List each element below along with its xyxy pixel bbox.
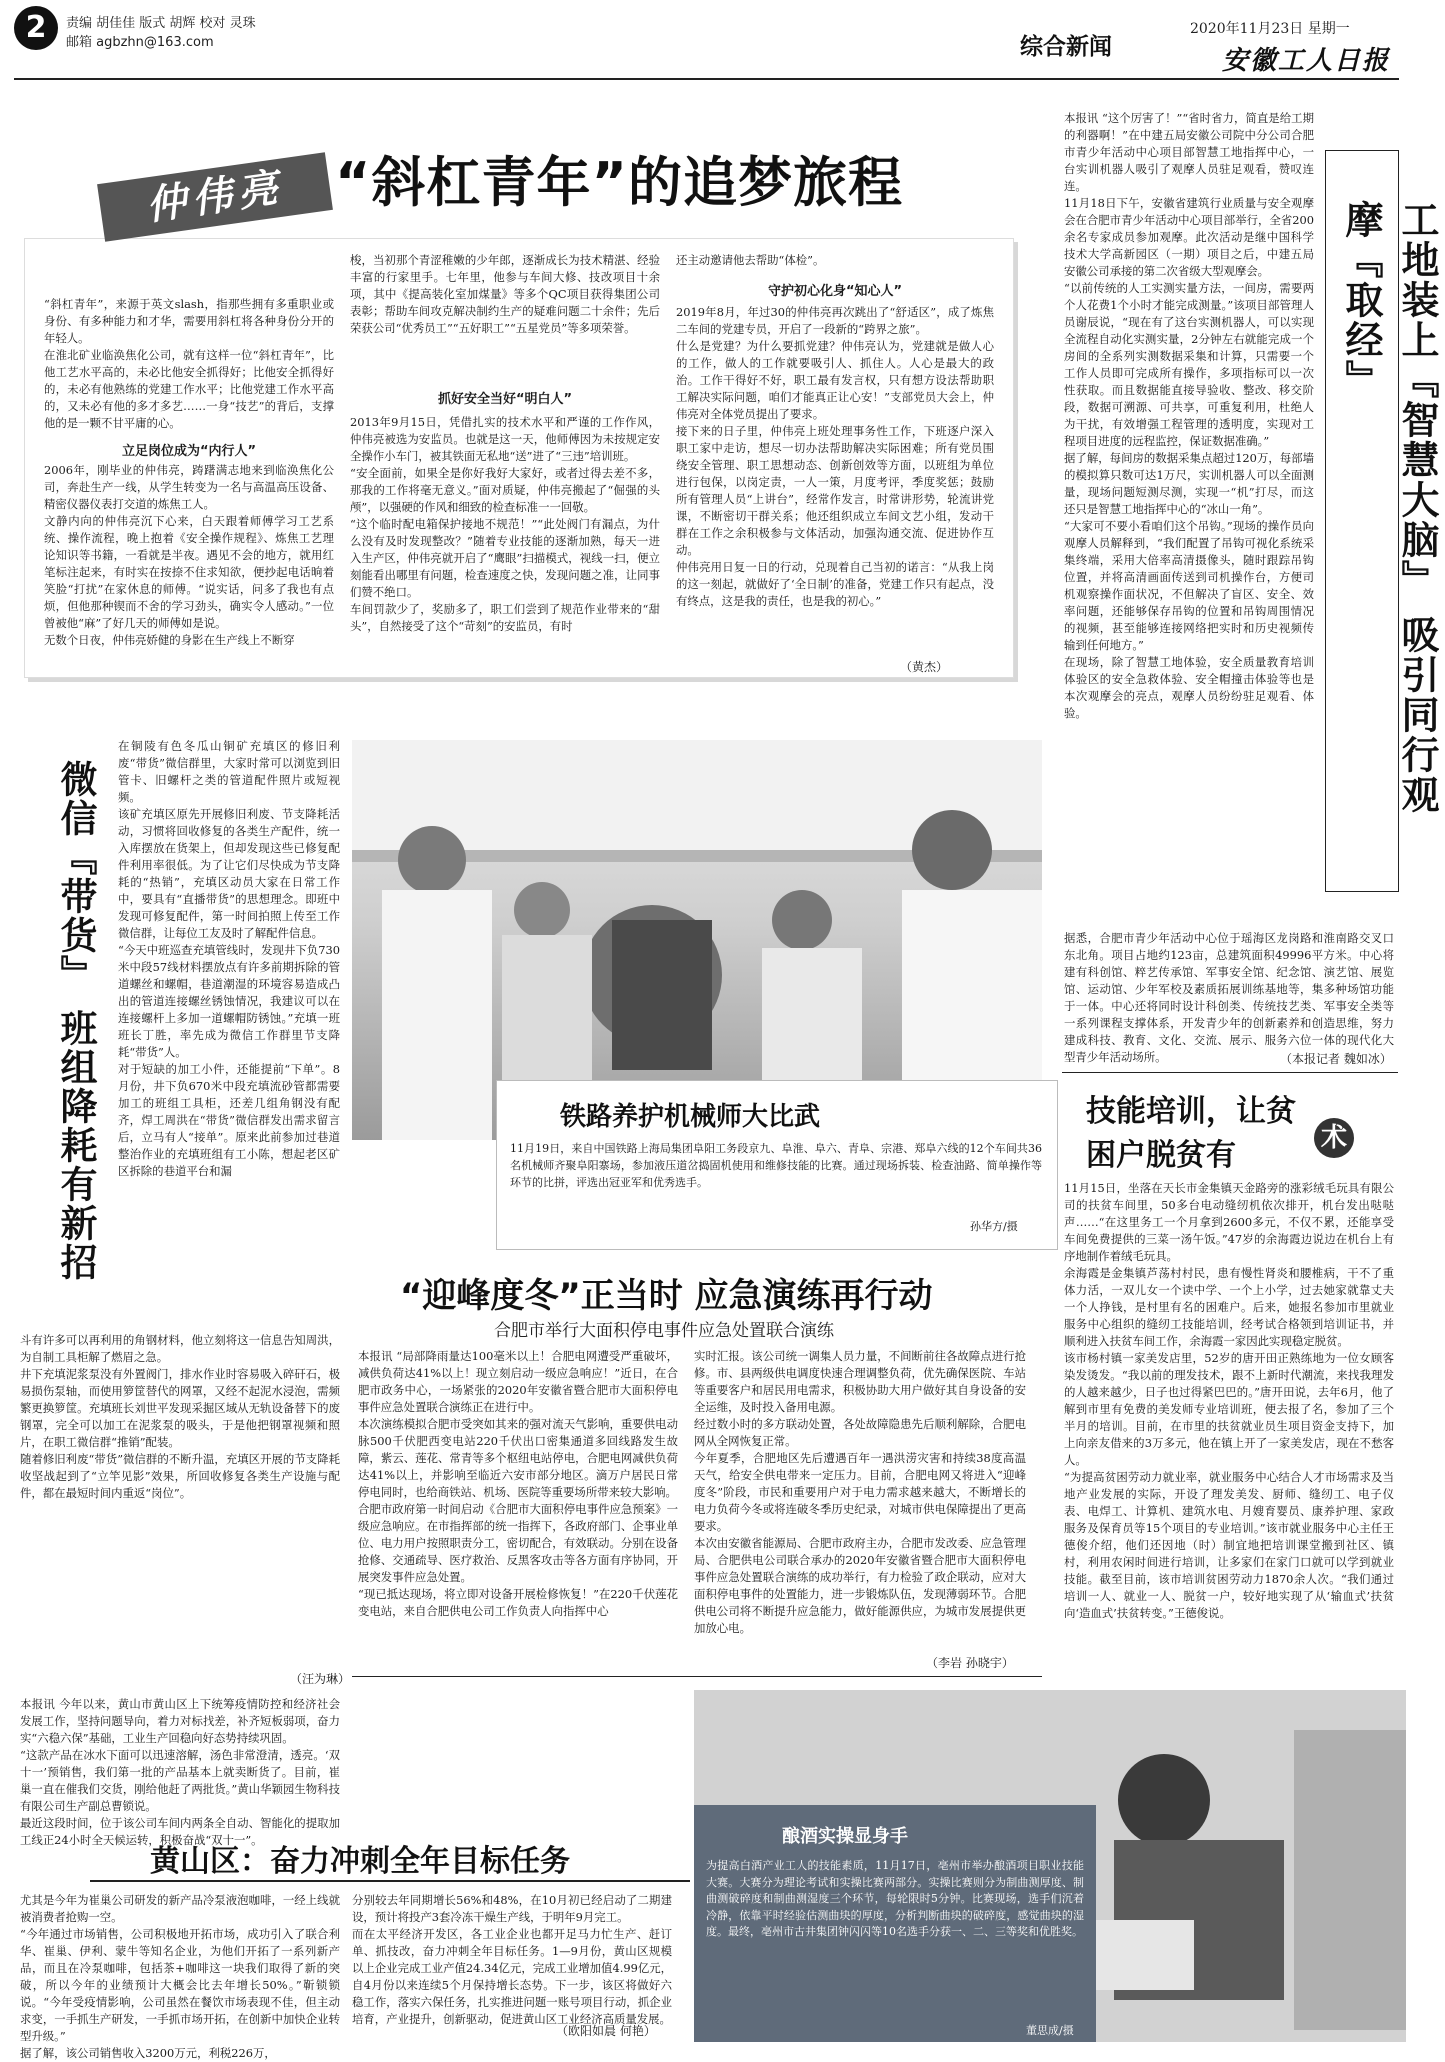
story3-col-wide: 斗有许多可以再利用的角钢材料，他立刻将这一信息告知周洪，为自制工具柜解了燃眉之急。 井下充填泥浆泵没有外置阀门，排水作业时容易吸入碎矸石，极易损伤泵轴，而使用箩筐替代的网罩，又经不起泥水浸泡，需频繁更换箩筐。充填班长刘世平发现采掘区域从无轨设备替下的废钢罩，完全可以加工在泥浆泵的吸头，于是他把钢罩视频和照片，在职工微信群“推销”配装。 随着修旧利废“带货”微信群的不断升温，充填区开展的节支降耗收坚战起到了“立竿见影”效果，所回收修复各类生产设施与配件，都在最短时间内重返“岗位”。 [20,1333,340,1500]
story3-vertical-title: 微信『带货』 班组降耗有新招 [54,760,97,1282]
page-number-badge: 2 [14,6,58,50]
story1-byline: （黄杰） [900,660,949,674]
story2-vertical-title: 工地装上『智慧大脑』 吸引同行观摩『取经』 [1339,200,1439,816]
railway-photo-title: 铁路养护机械师大比武 [560,1102,821,1132]
story1-col3: 还主动邀请他去帮助“体检”。 [676,253,825,267]
story5-text: 11月15日，坐落在天长市金集镇天金路旁的涨彩绒毛玩具有限公司的扶贫车间里，50多台电动缝纫机依次排开，机台发出哒哒声……“在这里务工一个月拿到2600多元，不仅不累，还能享受车间免费提供的三菜一汤午饭。”47岁的余海霞边说边在机台上有序地制作着绒毛玩具。 余海霞是金集镇芦荡村村民，患有慢性肾炎和腰椎病，干不了重体力活，一双儿女一个读中学、一个上小学，过去她家就靠丈夫一个人挣钱，是村里有名的困难户。后来，她报名参加市里就业服务中心组织的缝纫工技能培训，经考试合格领到培训证书，并顺利进入扶贫车间工作，余海霞一家因此实现稳定脱贫。 该市杨村镇一家美发店里，52岁的唐开田正熟练地为一位女顾客染发烫发。“我以前的理发技术，跟不上新时代潮流，来找我理发的人越来越少，日子也过得紧巴巴的。”唐开田说，去年6月，他了解到市里有免费的美发师专业培训班，便去报了名，参加了三个半月的培训。目前，在市里的扶贫就业员生项目资金支持下，加上向亲友借来的3万多元，他在镇上开了一家美发店，现在不愁客人。 “为提高贫困劳动力就业率，就业服务中心结合人才市场需求及当地产业发展的实际，开设了理发美发、厨师、缝纫工、电子仪表、电焊工、计算机、建筑水电、月嫂育婴员、康养护理、家政服务及保育员等15个项目的专业培训。”该市就业服务中心主任王德俊介绍，他们还因地（时）制宜地把培训课堂搬到社区、镇村，利用农闲时间进行培训，让多家们在家门口就可以学到就业技能。截至目前，该市培训贫困劳动力1870余人次。“我们通过培训一人、就业一人、脱贫一户，较好地实现了从‘输血式’扶贫向‘造血式’扶贫转变。”王德俊说。 [1064,1181,1394,1620]
story1-col2-b: 2013年9月15日，凭借扎实的技术水平和严谨的工作作风，仲伟亮被选为安监员。也就是这一天，他师傅因为未按规定安全操作小车门，被其铁面无私地“送”进了“三违”培训班。 “安全面前，如果全是你好我好大家好，或者过得去差不多，那我的工作将毫无意义。”面对质疑，仲伟亮搬起了“倔强的头颅”，以强硬的作风和细致的检查标准一一回敬。 “这个临时配电箱保护接地不规范！”“此处阀门有漏点，为什么没有及时发现整改？”随着专业技能的逐渐加熟，每天一进入生产区，仲伟亮就开启了“鹰眼”扫描模式，视线一扫，便立刻能看出哪里有问题，检查速度之快，发现问题之准，让同事们赞不绝口。 车间罚款少了，奖励多了，职工们尝到了规范作业带来的“甜头”，自然接受了这个“苛刻”的安监员，有时 [350,415,660,633]
story1-col1-b: 2006年，刚毕业的仲伟亮，踌躇满志地来到临涣焦化公司，奔赴生产一线，从学生转变为一名与高温高压设备、精密仪器仪表打交道的炼焦工人。 文静内向的仲伟亮沉下心来，白天跟着师傅学习工艺系统、操作流程，晚上抱着《安全操作规程》、炼焦工艺理论知识等书籍，一看就是半夜。遇见不会的地方，就用红笔标注起来，有时实在按捺不住求知欲，便抄起电话晌着笑脸“打扰”在家休息的师傅。“说实话，问多了我也有点烦，但他那种锲而不舍的学习劲头，确实令人感动。”一位曾被他“麻”了好几天的师傅如是说。 无数个日夜，仲伟亮娇健的身影在生产线上不断穿 [44,463,334,647]
story2-text-bottom: 据悉，合肥市青少年活动中心位于瑶海区龙岗路和淮南路交叉口东北角。项目占地约123亩，总建筑面积49996平方米。中心将建有科创馆、粹艺传承馆、军事安全馆、纪念馆、演艺馆、展览馆、运动馆、少年军校及素质拓展训练基地等，集多种场馆功能于一体。中心还将同时设计科创类、传统技艺类、军事安全类等一系列课程支撑体系，开发青少年的创新素养和创造思维，努力建成科技、教育、文化、交流、展示、服务六位一体的现代化大型青少年活动场所。 [1064,931,1394,1064]
story2-text-top: 本报讯 “这个厉害了！”“省时省力，简直是给工期的利器啊！”在中建五局安徽公司院中分公司合肥市青少年活动中心项目部智慧工地指挥中心，一台实训机器人吸引了观摩人员驻足观看，赞叹连连。 11月18日下午，安徽省建筑行业质量与安全观摩会在合肥市青少年活动中心项目部举行，全省200余名专家成员参加观摩。此次活动是继中国科学技术大学高新园区（一期）项目之后，中建五局安徽公司承接的第二次省级大型观摩会。 “以前传统的人工实测实量方法，一间房，需要两个人花费1个小时才能完成测量。”该项目部管理人员谢辰说，“现在有了这台实测机器人，可以实现全流程自动化实测实量，2分钟左右就能完成一个房间的全系列实测数据采集和计算，只需要一个工作人员即可完成所有操作，多项指标可以一次性获取。而且数据能直接导验收、整改、移交阶段，数据可溯源、可共享，可重复利用，杜绝人为干扰，有效增强工程管理的透明度，实现对工程项目进度的远程监控，保证数据准确。” 据了解，每间房的数据采集点超过120万，每部墙的模拟算只数可达1万尺，实训机器人可以全面测量，现场问题短测尽测，实现一“机”打尽，而这还只是智慧工地指挥中心的“冰山一角”。 “大家可不要小看咱们这个吊钩。”现场的操作员向观摩人员解释到，“我们配置了吊钩可视化系统采集终端，采用大倍率高清摄像头，随时跟踪吊钩位置，并将高清画面传送到司机操作台，方便司机观察操作面状况，不但解决了盲区、安全、效率问题，还能够保存吊钩的位置和吊钩周围情况的视频，甚至能够连接网络把实时和历史视频传输到任何地方。” 在现场，除了智慧工地体验，安全质量教育培训体验区的安全急救体验、安全帽撞击体验等也是本次观摩会的亮点，观摩人员纷纷驻足观看、体验。 [1064,111,1314,720]
header-rule [14,78,1399,80]
story1-name-logo: 仲伟亮 [97,152,333,241]
story1-sub3: 守护初心化身“知心人” [767,284,903,299]
story5-title-badge: 术 [1314,1118,1354,1158]
railway-photo-byline: 孙华方/摄 [970,1220,1018,1233]
brewing-photo-caption: 为提高白酒产业工人的技能素质，11月17日，亳州市举办酿酒项目职业技能大赛。大赛分为理论考试和实操比赛两部分。实操比赛则分为制曲测厚度、制曲测破碎度和制曲测湿度三个环节，每轮限时5分钟。比赛现场，选手们沉着冷静，依靠平时经验估测曲块的厚度，分析判断曲块的破碎度，感觉曲块的湿度。最终，亳州市古井集团钟闪闪等10名选手分获一、二、三等奖和优胜奖。 [706,1859,1084,1938]
story4-rule [352,1676,1042,1677]
railway-photo-caption: 11月19日，来自中国铁路上海局集团阜阳工务段京九、阜淮、阜六、青阜、宗港、郑阜六线的12个车间共36名机械师齐聚阜阳寨场，参加液压道岔捣固机使用和维修技能的比赛。通过现场拆装、检查油路、简单操作等环节的比拼，评选出冠亚军和优秀选手。 [510,1142,1042,1189]
story4-byline: （李岩 孙晓宇） [926,1656,1014,1670]
story1-sub2: 抓好安全当好“明白人” [437,392,573,407]
brewing-photo-title: 酿酒实操显身手 [782,1826,908,1847]
story4-title: “迎峰度冬”正当时 应急演练再行动 [400,1276,933,1316]
paper-name-logo: 安徽工人日报 [1222,46,1391,76]
header-credits [66,14,256,52]
story1-title: “斜杠青年”的追梦旅程 [335,151,903,214]
story1-col3-b: 2019年8月，年过30的仲伟亮再次跳出了“舒适区”，成了炼焦二车间的党建专员，开启了一段新的“跨界之旅”。 什么是党建？为什么要抓党建？仲伟亮认为，党建就是做人心的工作，做人的工作就要吸引人、抓住人。人心是最大的政治。工作干得好不好，职工最有发言权，只有想方设法帮助职工解决实际问题，咱们才能真正让心安！”支部党员大会上，仲伟亮对全体党员提出了要求。 接下来的日子里，仲伟亮上班处理事务性工作，下班逐户深入职工家中走访，想尽一切办法帮助解决实际困难；所有党员围绕安全管理、职工思想动态、创新创效等方面，以班组为单位进行包保，以岗定责，一人一策，月度考评，季度奖惩；鼓励所有管理人员“上讲台”，经常作发言，时常讲形势，轮流讲党课，不断密切干群关系；他还组织成立车间文艺小组，发动干群在工作之余积极参与文体活动，加强沟通交流、促进协作互动。 仲伟亮用日复一日的行动，兑现着自己当初的诺言：“从我上岗的这一刻起，就做好了‘全日制’的准备，党建工作只有起点，没有终点，这是我的责任，也是我的初心。” [676,305,994,608]
story6-title-rule [90,1880,690,1882]
story1-sub1: 立足岗位成为“内行人” [121,444,257,459]
story5-title: 技能培训，让贫困户脱贫有 [1086,1094,1296,1173]
story4-col1: 本报讯 “局部降雨量达100毫米以上！合肥电网遭受严重破坏，减供负荷达41%以上！现立刻启动一级应急响应！”近日，在合肥市政务中心，一场紧张的2020年安徽省暨合肥市大面积停电事件应急处置联合演练正在进行中。 本次演练模拟合肥市受突如其来的强对流天气影响，重要供电动脉500千伏肥西变电站220千伏出口密集通道多回线路发生故障，紫云、莲花、常青等多个枢纽电站停电，合肥电网减供负荷达41%以上，并影响至临近六安市部分地区。滴万户居民日常停电同时，也给商铁站、机场、医院等重要场所带来较大影响。 合肥市政府第一时间启动《合肥市大面积停电事件应急预案》一级应急响应。在市指挥部的统一指挥下，各政府部门、企事业单位、电力用户按照职责分工，密切配合，有效联动。分别在设备抢修、交通疏导、医疗救治、反黑客攻击等各方面有序协同，开展突发事件应急处置。 “现已抵达现场，将立即对设备开展检修恢复！”在220千伏莲花变电站，来自合肥供电公司工作负责人向指挥中心 [358,1349,678,1618]
story2-rule [1062,1072,1398,1073]
story2-byline: （本报记者 魏如冰） [1280,1052,1392,1066]
story6-text-narrow: 本报讯 今年以来，黄山市黄山区上下统筹疫情防控和经济社会发展工作，坚持问题导向，着力对标找差，补齐短板弱项，奋力实“六稳六保”基础，工业生产回稳向好态势持续巩固。 “这款产品在冰水下面可以迅速溶解，汤色非常澄清，透亮。‘双十一’预销售，我们第一批的产品基本上就卖断货了。目前，崔巢一直在催我们交货，刚给他赶了两批货。”黄山华颖园生物科技有限公司生产副总曹锁说。 最近这段时间，位于该公司车间内两条全自动、智能化的提取加工线正24小时全天候运转，积极奋战“双十一”。 [20,1697,340,1847]
story6-title: 黄山区：奋力冲刺全年目标任务 [150,1844,570,1879]
story6-text-wide2: 分别较去年同期增长56%和48%，在10月初已经启动了二期建设，预计将投产3套冷冻干燥生产线，于明年9月完工。 而在太平经济开发区，各工业企业也都开足马力忙生产、赶订单、抓技改，奋力冲刺全年目标任务。1—9月份，黄山区规模以上企业完成工业产值24.34亿元，完成工业增加值4.99亿元，自4月份以来连续5个月保持增长态势。下一步，该区将做好六稳工作，落实六保任务，扎实推进问题一账号项目行动，抓企业培育，产业提升，创新驱动，促进黄山区工业经济高质量发展。 [352,1893,672,2026]
story3-col-narrow: 在铜陵有色冬瓜山铜矿充填区的修旧利废“带货”微信群里，大家时常可以浏览到旧管卡、旧螺杆之类的管道配件照片或短视频。 该矿充填区原先开展修旧利废、节支降耗活动，习惯将回收修复的各类生产配件，统一入库摆放在货架上，但却发现这些已修复配件利用率很低。为了让它们尽快成为节支降耗的“热销”，充填区动员大家在日常工作中，要具有“直播带货”的思想理念。即班中发现可修复配件，第一时间拍照上传至工作微信群，让每位工友及时了解配件信息。 “今天中班巡查充填管线时，发现井下负730米中段57线材料摆放点有许多前期拆除的管道螺丝和螺帽，巷道潮湿的环境容易造成凸出的管道连接螺丝锈蚀情况，我建议可以在连接螺杆上多加一道螺帽防锈蚀。”充填一班班长丁胜，率先成为微信工作群里节支降耗“带货”人。 对于短缺的加工小件，还能提前“下单”。8月份，井下负670米中段充填流砂管都需要加工的班组工具柜，还差几组角钢没有配齐，焊工周洪在“带货”微信群发出需求留言后，立马有人“接单”。原来此前参加过巷道整治作业的充填班组有工小陈，想起老区矿区拆除的巷道平台和漏 [118,739,340,1178]
story4-subtitle: 合肥市举行大面积停电事件应急处置联合演练 [494,1321,834,1341]
story4-col2: 实时汇报。该公司统一调集人员力量，不间断前往各故障点进行抢修。市、县两级供电调度快速合理调整负荷，优先确保医院、车站等重要客户和居民用电需求，积极协助大用户做好其自身设备的安全运维，及时投入备用电源。 经过数小时的多方联动处置，各处故障隐患先后顺利解除，合肥电网从全网恢复正常。 今年夏季，合肥地区先后遭遇百年一遇洪涝灾害和持续38度高温天气，给安全供电带来一定压力。目前，合肥电网又将进入“迎峰度冬”阶段，市民和重要用户对于电力需求越来越大，不断增长的电力负荷今冬或将连破冬季历史纪录，对城市供电保障提出了更高要求。 本次由安徽省能源局、合肥市政府主办，合肥市发改委、应急管理局、合肥供电公司联合承办的2020年安徽省暨合肥市大面积停电事件应急处置联合演练的成功举行，有力检验了政企联动，应对大面积停电事件的处置能力，进一步锻炼队伍，发现薄弱环节。合肥供电公司将不断提升应急能力，做好能源供应，为城市发展提供更加放心电。 [694,1349,1026,1635]
header-email: 邮箱 agbzhn@163.com [66,35,214,50]
story6-text-wide1: 尤其是今年为崔巢公司研发的新产品冷泵液泡咖啡，一经上线就被消费者抢购一空。 “今年通过市场销售，公司积极地开拓市场，成功引入了联合利华、崔巢、伊利、蒙牛等知名企业，为他们开拓了一系列新产品，而且在冷泵咖啡，包括茶+咖啡这一块我们取得了新的突破，所以今年的业绩预计大概会比去年增长50%。”靳锁锁说。“今年受疫情影响，公司虽然在餐饮市场表现不佳，但主动求变，一手抓生产研发，一手抓市场开拓，在创新中加快企业转型升级。” 据了解，该公司销售收入3200万元，利税226万， [20,1893,340,2060]
story1-col2: 梭，当初那个青涩稚嫩的少年郎，逐渐成长为技术精湛、经验丰富的行家里手。七年里，他参与车间大修、技改项目十余项，其中《提高装化室加煤量》等多个QC项目获得集团公司表彰；帮助车间攻克解决制约生产的疑难问题二十余件；先后荣获公司“优秀员工”“五好职工”“五星党员”等多项荣誉。 [350,253,660,335]
brewing-photo-byline: 董思成/摄 [1026,2024,1074,2037]
section-title: 综合新闻 [1020,34,1112,60]
story6-byline: （欧阳如晨 何艳） [556,2024,656,2038]
header-date: 2020年11月23日 星期一 [1190,21,1350,37]
header-editors: 责编 胡佳佳 版式 胡辉 校对 灵珠 [66,16,256,31]
story1-col1: “斜杠青年”，来源于英文slash，指那些拥有多重职业或身份、有多种能力和才华，需要用斜杠将各种身份分开的年轻人。 在淮北矿业临涣焦化公司，就有这样一位“斜杠青年”，比他工艺水平高的，未必比他安全抓得好；比他安全抓得好的，未必有他熟练的党建工作水平；比他党建工作水平高的，又未必有他的多才多艺……一身“技艺”的背后，支撑他的是一颗不甘平庸的心。 [44,297,334,430]
story3-byline: （汪为琳） [290,1672,351,1686]
